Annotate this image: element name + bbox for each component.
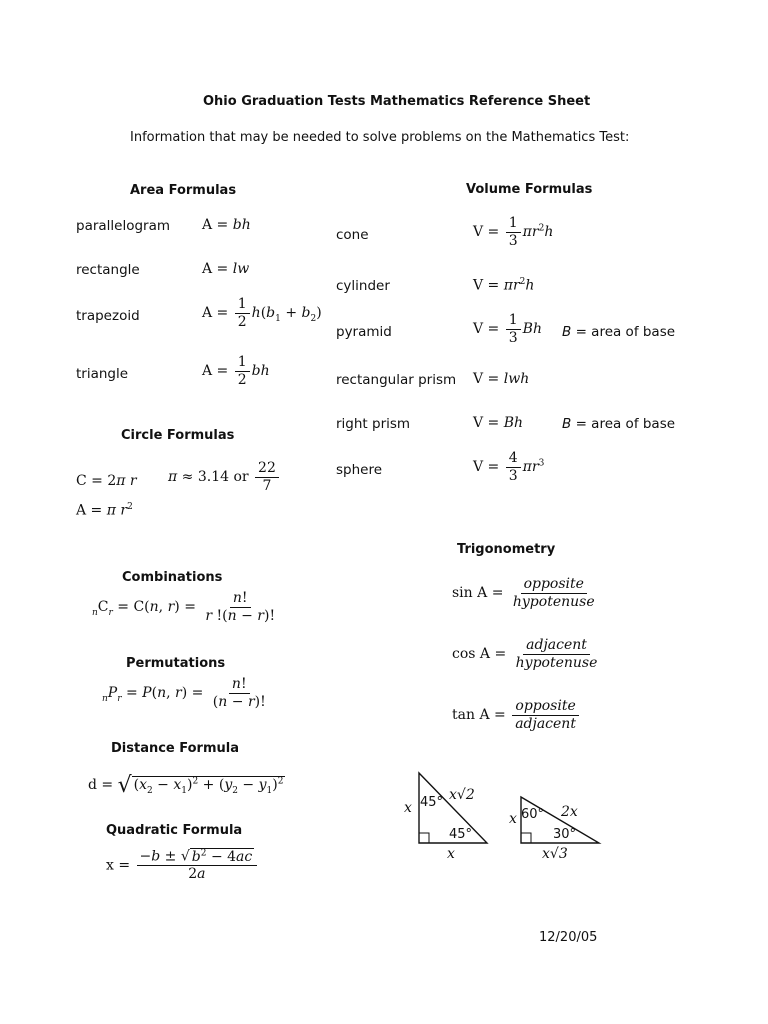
rect-prism-formula: V = lwh — [473, 371, 530, 387]
sine-numerator: opposite — [521, 577, 587, 594]
pyramid-base-note-text: = area of base — [575, 324, 676, 340]
distance-formula: d = √ $(x_2 - x_1)^2 + (y_2 - y_1)^2$ — [88, 773, 284, 798]
cylinder-label: cylinder — [336, 278, 390, 294]
sine-formula: sin A = $\frac{\text{opposite}}{\text{hypotenuse}}$ — [452, 577, 600, 609]
page-title: Ohio Graduation Tests Mathematics Reference Sheet — [203, 94, 591, 109]
right-prism-base-note: B = area of base — [562, 416, 676, 432]
cosine-formula: cos A = $\frac{\text{adjacent}}{\text{hypotenuse}}$ — [452, 638, 602, 670]
pi-value: 3.14 — [197, 469, 230, 486]
distance-heading: Distance Formula — [111, 741, 240, 756]
pi-approximation: π ≈ 3.14 or $\frac{22}{7}$ — [168, 461, 281, 493]
t30-leg-label: x — [509, 811, 517, 827]
intro-text: Information that may be needed to solve problems on the Mathematics Test: — [130, 130, 630, 145]
permutations-formula: $_nP_r = P(n$, r) = $\frac{n!}{(n - r)!}$ — [102, 676, 266, 710]
volume-heading: Volume Formulas — [466, 182, 593, 197]
sphere-label: sphere — [336, 462, 383, 478]
t45-base-label: x — [447, 846, 455, 862]
t30-bottom-angle: 30° — [553, 827, 577, 842]
pyramid-formula: V = $\frac{1}{3}$ Bh — [473, 312, 542, 346]
cone-formula: V = $\frac{1}{3}$ $\pi r^2h$ — [473, 215, 554, 249]
combinations-formula: $_nC_r = C(n$, r) = $\frac{n!}{r !(n - r)!}$ — [92, 590, 276, 624]
pyramid-base-note: B = area of base — [562, 324, 676, 340]
quadratic-formula: x = $\frac{-b \pm √ b^2 - 4ac}{2a}$ — [106, 849, 259, 882]
t45-top-angle: 45° — [420, 795, 444, 810]
parallelogram-label: parallelogram — [76, 218, 171, 234]
pi-or: or — [233, 469, 249, 486]
t45-bottom-angle: 45° — [449, 827, 473, 842]
right-prism-label: right prism — [336, 416, 411, 432]
parallelogram-formula: A = bh — [202, 217, 251, 233]
right-prism-formula: V = Bh — [473, 415, 524, 431]
t45-hyp-label: x√2 — [449, 787, 475, 803]
circle-area-formula: A = π $r^2$ — [76, 502, 133, 519]
circle-heading: Circle Formulas — [121, 428, 235, 443]
permutations-heading: Permutations — [126, 656, 226, 671]
t30-top-angle: 60° — [521, 807, 545, 822]
rectangle-label: rectangle — [76, 262, 140, 278]
tangent-formula: tan A = $\frac{\text{opposite}}{\text{adjacent}}$ — [452, 699, 581, 731]
right-angle-mark-45 — [419, 833, 429, 843]
t30-hyp-label: 2x — [561, 804, 578, 820]
right-prism-base-note-text: = area of base — [575, 416, 676, 432]
tangent-numerator: opposite — [512, 699, 578, 716]
tangent-denominator: adjacent — [515, 715, 576, 732]
cosine-numerator: adjacent — [523, 638, 590, 655]
cosine-denominator: hypotenuse — [515, 654, 598, 671]
cone-label: cone — [336, 227, 369, 243]
rect-prism-label: rectangular prism — [336, 372, 457, 388]
trig-heading: Trigonometry — [457, 542, 556, 557]
combinations-heading: Combinations — [122, 570, 223, 585]
sphere-formula: V = $\frac{4}{3}$ $\pi r^3$ — [473, 450, 545, 484]
quadratic-heading: Quadratic Formula — [106, 823, 243, 838]
area-heading: Area Formulas — [130, 183, 237, 198]
rectangle-formula: A = lw — [202, 261, 250, 277]
circumference-formula: C = 2π r — [76, 473, 137, 489]
pyramid-label: pyramid — [336, 324, 392, 340]
trapezoid-formula: A = $\frac{1}{2}$ $h(b_1 + b_2)$ — [202, 296, 322, 330]
trapezoid-label: trapezoid — [76, 308, 140, 324]
triangle-label: triangle — [76, 366, 129, 382]
revision-date: 12/20/05 — [539, 930, 598, 945]
triangle-formula: A = $\frac{1}{2}$ bh — [202, 354, 270, 388]
right-angle-mark-30 — [521, 833, 531, 843]
cylinder-formula: $V = \pi r^2h$ — [473, 277, 535, 294]
t30-base-label: x√3 — [542, 846, 568, 862]
sine-denominator: hypotenuse — [512, 593, 595, 610]
t45-leg-label: x — [404, 800, 412, 816]
